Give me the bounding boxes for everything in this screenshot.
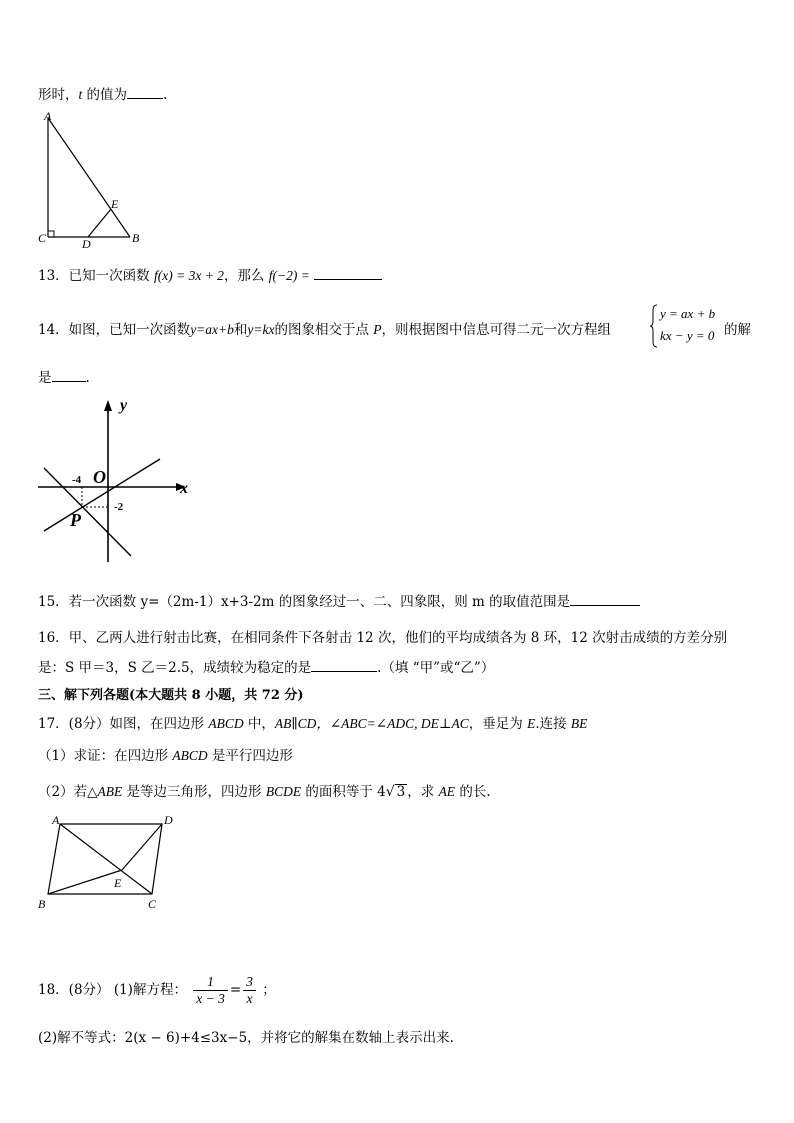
q17-part2: （2）若△ABE 是等边三角形，四边形 BCDE 的面积等于 4√ 3 ，求 AE 的长. xyxy=(38,784,491,800)
label-c: C xyxy=(38,231,47,245)
q15-line: 15．若一次函数 y=（2m-1）x+3-2m 的图象经过一、二、四象限，则 m 的取值范围是 xyxy=(38,590,640,610)
q14-eq1: y = ax + b xyxy=(660,306,716,321)
y-axis-label: y xyxy=(120,397,128,414)
tick-neg2: -2 xyxy=(114,501,124,513)
y-axis-arrow-icon xyxy=(104,400,112,411)
label-c: C xyxy=(148,897,157,911)
q13-answer-blank[interactable] xyxy=(314,265,382,280)
q12-answer-blank[interactable] xyxy=(127,84,163,99)
point-p-label: P xyxy=(70,510,81,530)
q14-answer-blank[interactable] xyxy=(52,367,86,382)
q13-line: 13．已知一次函数 f(x) = 3x + 2，那么 f(−2) = xyxy=(38,264,382,284)
q17-line1: 17．(8分）如图，在四边形 ABCD 中，AB∥CD，∠ABC=∠ADC, DE⊥AC，垂足为 E.连接 BE xyxy=(38,716,588,732)
x-axis-label: x xyxy=(180,480,188,497)
q16-line2: 是：S 甲＝3，S 乙＝2.5，成绩较为稳定的是 .（填 “甲”或“乙”） xyxy=(38,656,494,676)
q14-equation-system xyxy=(650,304,725,348)
q18-line1: 18．(8分） (1)解方程： $\frac{1}{x - 3}$ = $\frac{3}{x}$ ； xyxy=(38,974,276,1006)
sqrt-icon: √ xyxy=(385,784,395,800)
q18-line2: (2)解不等式：2(x − 6)+4≤3x−5，并将它的解集在数轴上表示出来. xyxy=(38,1030,454,1046)
q14-line1-end: 的解 xyxy=(724,322,751,338)
label-e: E xyxy=(114,876,122,890)
label-b: B xyxy=(132,231,140,245)
q14-line2: 是 . xyxy=(38,366,90,386)
label-a: A xyxy=(52,813,60,827)
brace-icon xyxy=(650,304,658,348)
label-d: D xyxy=(164,813,173,827)
q16-line1: 16．甲、乙两人进行射击比赛，在相同条件下各射击 12 次，他们的平均成绩各为 8 环，12 次射击成绩的方差分别 xyxy=(38,630,728,646)
q12-line: 形时，t 的值为 . xyxy=(38,83,167,103)
label-d: D xyxy=(82,237,91,250)
q17-part1: （1）求证：在四边形 ABCD 是平行四边形 xyxy=(38,748,293,764)
label-e: E xyxy=(111,197,119,211)
q14-graph-figure xyxy=(36,396,196,566)
fraction-left: $\frac{1}{x - 3}$ xyxy=(193,974,228,1007)
q16-answer-blank[interactable] xyxy=(311,657,377,672)
q14-eq2: kx − y = 0 xyxy=(660,328,715,343)
fraction-right: $\frac{3}{x}$ xyxy=(243,974,256,1007)
q15-answer-blank[interactable] xyxy=(570,591,640,606)
q12-triangle-figure xyxy=(36,110,146,250)
origin-label: O xyxy=(93,467,106,487)
tick-neg4: -4 xyxy=(72,474,82,486)
section3-title: 三、解下列各题(本大题共 8 小题，共 72 分) xyxy=(38,688,304,703)
label-a: A xyxy=(44,110,52,123)
label-b: B xyxy=(38,897,46,911)
q17-parallelogram-figure xyxy=(34,810,184,912)
q14-line1: 14．如图，已知一次函数y=ax+b和y=kx的图象相交于点 P，则根据图中信息可得二元一次方程组 xyxy=(38,322,612,338)
